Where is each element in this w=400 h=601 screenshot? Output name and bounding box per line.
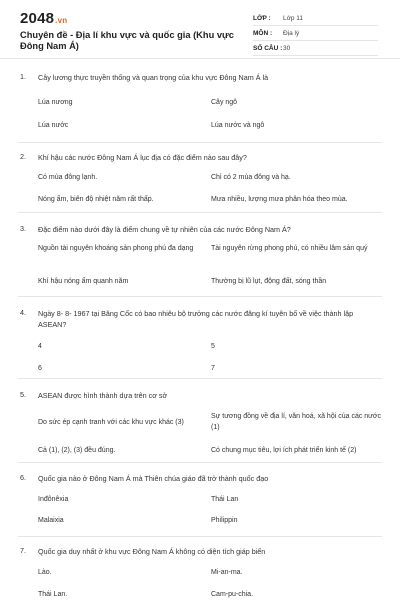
page-header bbox=[0, 0, 400, 59]
answer-option[interactable]: Lúa nước bbox=[38, 122, 69, 129]
question-text: Cây lương thực truyền thống và quan trọng của khu vực Đông Nam Á là bbox=[38, 73, 269, 82]
meta-class-row bbox=[253, 12, 378, 26]
meta-subject-label: MÔN : bbox=[253, 30, 273, 37]
question-divider bbox=[18, 212, 382, 213]
meta-count-value: 30 bbox=[283, 45, 291, 52]
answer-option[interactable]: Sự tương đồng về địa lí, văn hoá, xã hội của các nước (1) bbox=[211, 413, 381, 431]
answer-option[interactable]: Lúa nương bbox=[38, 99, 73, 106]
question-text: Quốc gia duy nhất ở khu vực Đông Nam Á không có diện tích giáp biển bbox=[38, 547, 266, 556]
answer-option[interactable]: Do sức ép cạnh tranh với các khu vực khác (3) bbox=[38, 419, 184, 426]
question-number: 6. bbox=[20, 473, 26, 482]
answer-option[interactable]: Lúa nước và ngô bbox=[211, 122, 265, 129]
answer-option[interactable]: Cam-pu-chia. bbox=[211, 591, 254, 598]
question-number: 7. bbox=[20, 546, 26, 555]
answer-option[interactable]: Nóng ẩm, biên độ nhiệt năm rất thấp. bbox=[38, 196, 154, 203]
question-number: 4. bbox=[20, 308, 26, 317]
question-text: Quốc gia nào ở Đông Nam Á mà Thiên chúa giáo đã trở thành quốc đạo bbox=[38, 474, 269, 483]
meta-class-label: LỚP : bbox=[253, 15, 271, 22]
meta-count-label: SỐ CÂU : bbox=[253, 45, 283, 52]
question-text: ASEAN được hình thành dựa trên cơ sở bbox=[38, 391, 168, 400]
page-title: Chuyên đề - Địa lí khu vực và quốc gia (Khu vực Đông Nam Á) bbox=[20, 30, 234, 51]
question-divider bbox=[18, 378, 382, 379]
answer-option[interactable]: Cả (1), (2), (3) đều đúng. bbox=[38, 447, 116, 454]
question-divider bbox=[18, 462, 382, 463]
answer-option[interactable]: Thái Lan. bbox=[38, 591, 68, 598]
answer-option[interactable]: Inđônêxia bbox=[38, 496, 69, 503]
logo-suffix: .vn bbox=[55, 16, 68, 25]
question-number: 5. bbox=[20, 390, 26, 399]
question-number: 3. bbox=[20, 224, 26, 233]
answer-option[interactable]: Mi-an-ma. bbox=[211, 569, 243, 576]
answer-option[interactable]: 6 bbox=[38, 365, 42, 372]
question-text: Đặc điểm nào dưới đây là điểm chung về tự nhiên của các nước Đông Nam Á? bbox=[38, 225, 291, 234]
answer-option[interactable]: Philippin bbox=[211, 517, 238, 524]
answer-option[interactable]: Thường bị lũ lụt, động đất, sóng thần bbox=[211, 278, 327, 285]
answer-option[interactable]: Nguồn tài nguyên khoáng sản phong phú đa dạng bbox=[38, 245, 194, 252]
brand-logo[interactable] bbox=[20, 10, 67, 27]
question-number: 2. bbox=[20, 152, 26, 161]
meta-info bbox=[253, 12, 378, 57]
meta-count-row bbox=[253, 42, 378, 56]
question-text: Ngày 8- 8- 1967 tại Băng Cốc có bao nhiêu bộ trưởng các nước đăng kí tuyên bố về việc thành lập ASEAN? bbox=[38, 309, 354, 329]
answer-option[interactable]: Tài nguyên rừng phong phú, có nhiều lâm sản quý bbox=[211, 245, 368, 252]
answer-option[interactable]: Lào. bbox=[38, 569, 52, 576]
answer-option[interactable]: Thái Lan bbox=[211, 496, 239, 503]
answer-option[interactable]: Có chung mục tiêu, lợi ích phát triển kinh tế (2) bbox=[211, 447, 357, 454]
answer-option[interactable]: Malaixia bbox=[38, 517, 64, 524]
question-number: 1. bbox=[20, 72, 26, 81]
meta-subject-value: Địa lý bbox=[283, 30, 300, 37]
meta-class-value: Lớp 11 bbox=[283, 15, 304, 22]
answer-option[interactable]: Cây ngô bbox=[211, 99, 238, 106]
answer-option[interactable]: Có mùa đông lạnh. bbox=[38, 174, 98, 181]
logo-main: 2048 bbox=[20, 10, 55, 27]
answer-option[interactable]: Chỉ có 2 mùa đông và hạ. bbox=[211, 174, 291, 181]
answer-option[interactable]: 7 bbox=[211, 365, 215, 372]
answer-option[interactable]: Khí hậu nóng ẩm quanh năm bbox=[38, 278, 129, 285]
meta-subject-row bbox=[253, 27, 378, 41]
answer-option[interactable]: 4 bbox=[38, 343, 42, 350]
question-divider bbox=[18, 536, 382, 537]
question-divider bbox=[18, 142, 382, 143]
answer-option[interactable]: Mưa nhiều, lượng mưa phân hóa theo mùa. bbox=[211, 196, 348, 203]
question-divider bbox=[18, 296, 382, 297]
question-text: Khí hậu các nước Đông Nam Á lục địa có đặc điểm nào sau đây? bbox=[38, 153, 247, 162]
answer-option[interactable]: 5 bbox=[211, 343, 215, 350]
